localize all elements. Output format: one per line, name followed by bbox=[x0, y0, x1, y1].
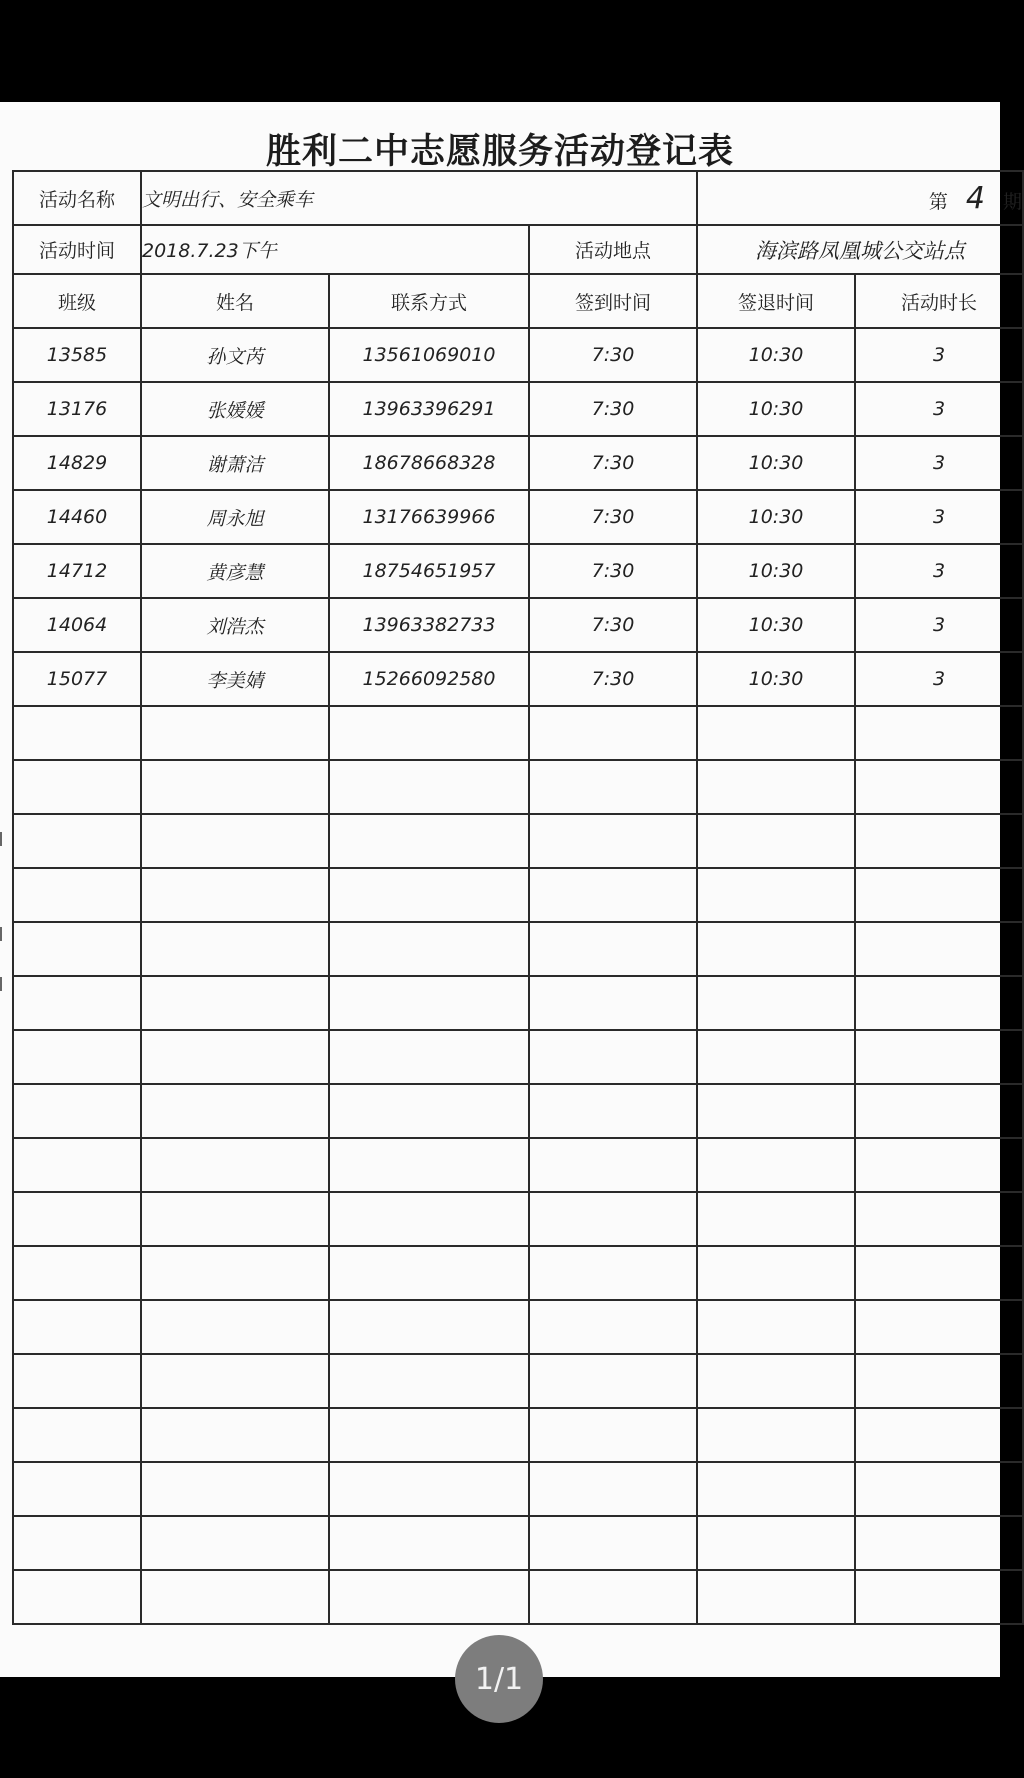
empty-cell bbox=[855, 1300, 1023, 1354]
activity-name-label: 活动名称 bbox=[13, 171, 141, 225]
empty-cell bbox=[855, 1246, 1023, 1300]
empty-cell bbox=[329, 760, 529, 814]
empty-row bbox=[13, 1246, 1023, 1300]
cell-sign-in: 7:30 bbox=[529, 382, 697, 436]
cell-sign-out: 10:30 bbox=[697, 598, 855, 652]
empty-cell bbox=[855, 1570, 1023, 1624]
empty-cell bbox=[13, 1030, 141, 1084]
empty-cell bbox=[329, 922, 529, 976]
cell-class: 14064 bbox=[13, 598, 141, 652]
activity-name-value: 文明出行、安全乘车 bbox=[141, 171, 697, 225]
empty-cell bbox=[13, 1138, 141, 1192]
empty-cell bbox=[697, 814, 855, 868]
cell-sign-out: 10:30 bbox=[697, 436, 855, 490]
empty-row bbox=[13, 1030, 1023, 1084]
viewer-top-bar bbox=[0, 0, 1000, 102]
empty-cell bbox=[697, 922, 855, 976]
cell-class: 13585 bbox=[13, 328, 141, 382]
empty-cell bbox=[329, 1084, 529, 1138]
table-row bbox=[13, 490, 1023, 544]
empty-cell bbox=[141, 1084, 329, 1138]
cell-phone: 13963382733 bbox=[329, 598, 529, 652]
empty-cell bbox=[529, 868, 697, 922]
activity-time-label: 活动时间 bbox=[13, 225, 141, 274]
empty-cell bbox=[529, 1138, 697, 1192]
registration-table bbox=[12, 170, 1024, 1625]
empty-cell bbox=[13, 868, 141, 922]
cell-sign-out: 10:30 bbox=[697, 328, 855, 382]
empty-cell bbox=[855, 706, 1023, 760]
empty-cell bbox=[141, 1462, 329, 1516]
issue-suffix: 期 bbox=[1002, 190, 1022, 213]
empty-cell bbox=[141, 868, 329, 922]
empty-row bbox=[13, 868, 1023, 922]
activity-time-value: 2018.7.23下午 bbox=[141, 225, 529, 274]
table-row bbox=[13, 652, 1023, 706]
empty-cell bbox=[13, 976, 141, 1030]
empty-cell bbox=[855, 1030, 1023, 1084]
cell-name: 李美婧 bbox=[141, 652, 329, 706]
empty-cell bbox=[13, 814, 141, 868]
empty-row bbox=[13, 1192, 1023, 1246]
cell-phone: 18754651957 bbox=[329, 544, 529, 598]
column-header: 签到时间 bbox=[529, 274, 697, 328]
empty-cell bbox=[697, 1408, 855, 1462]
empty-cell bbox=[855, 1138, 1023, 1192]
cell-class: 15077 bbox=[13, 652, 141, 706]
table-row bbox=[13, 328, 1023, 382]
empty-cell bbox=[329, 868, 529, 922]
cell-hours: 3 bbox=[855, 490, 1023, 544]
empty-cell bbox=[855, 1462, 1023, 1516]
empty-cell bbox=[329, 1138, 529, 1192]
cell-sign-in: 7:30 bbox=[529, 652, 697, 706]
cell-name: 谢萧洁 bbox=[141, 436, 329, 490]
empty-cell bbox=[141, 1192, 329, 1246]
empty-cell bbox=[329, 1462, 529, 1516]
activity-place-value: 海滨路凤凰城公交站点 bbox=[697, 225, 1023, 274]
cell-phone: 13176639966 bbox=[329, 490, 529, 544]
empty-cell bbox=[697, 1192, 855, 1246]
empty-cell bbox=[141, 1354, 329, 1408]
empty-cell bbox=[141, 760, 329, 814]
issue-number-value: 4 bbox=[965, 180, 985, 216]
empty-cell bbox=[855, 1516, 1023, 1570]
empty-cell bbox=[529, 706, 697, 760]
cell-sign-in: 7:30 bbox=[529, 544, 697, 598]
cell-sign-in: 7:30 bbox=[529, 436, 697, 490]
cell-name: 黄彦慧 bbox=[141, 544, 329, 598]
empty-cell bbox=[697, 1462, 855, 1516]
form-title: 胜利二中志愿服务活动登记表 bbox=[265, 131, 734, 172]
activity-place-label: 活动地点 bbox=[529, 225, 697, 274]
empty-row bbox=[13, 1408, 1023, 1462]
cell-sign-in: 7:30 bbox=[529, 490, 697, 544]
empty-cell bbox=[329, 1192, 529, 1246]
table-row bbox=[13, 598, 1023, 652]
column-header: 签退时间 bbox=[697, 274, 855, 328]
empty-row bbox=[13, 1354, 1023, 1408]
empty-cell bbox=[141, 1570, 329, 1624]
empty-cell bbox=[141, 922, 329, 976]
cell-class: 14460 bbox=[13, 490, 141, 544]
empty-cell bbox=[141, 1030, 329, 1084]
cell-sign-out: 10:30 bbox=[697, 490, 855, 544]
cell-phone: 18678668328 bbox=[329, 436, 529, 490]
table-row bbox=[13, 436, 1023, 490]
empty-cell bbox=[855, 760, 1023, 814]
empty-cell bbox=[141, 814, 329, 868]
empty-row bbox=[13, 1462, 1023, 1516]
column-header: 班级 bbox=[13, 274, 141, 328]
empty-cell bbox=[855, 1084, 1023, 1138]
table-row bbox=[13, 544, 1023, 598]
empty-cell bbox=[529, 1516, 697, 1570]
empty-row bbox=[13, 1084, 1023, 1138]
empty-row bbox=[13, 1300, 1023, 1354]
empty-cell bbox=[141, 1300, 329, 1354]
empty-row bbox=[13, 1570, 1023, 1624]
empty-cell bbox=[697, 760, 855, 814]
cell-sign-out: 10:30 bbox=[697, 382, 855, 436]
empty-cell bbox=[697, 976, 855, 1030]
cell-phone: 13561069010 bbox=[329, 328, 529, 382]
empty-cell bbox=[697, 1030, 855, 1084]
empty-cell bbox=[141, 1246, 329, 1300]
cell-hours: 3 bbox=[855, 436, 1023, 490]
empty-cell bbox=[697, 1516, 855, 1570]
empty-cell bbox=[529, 1462, 697, 1516]
empty-cell bbox=[529, 814, 697, 868]
empty-row bbox=[13, 1516, 1023, 1570]
empty-cell bbox=[13, 1192, 141, 1246]
edge-mark bbox=[0, 927, 6, 941]
cell-name: 孙文芮 bbox=[141, 328, 329, 382]
cell-name: 张媛媛 bbox=[141, 382, 329, 436]
empty-cell bbox=[529, 1570, 697, 1624]
empty-cell bbox=[13, 760, 141, 814]
empty-cell bbox=[329, 1570, 529, 1624]
empty-cell bbox=[13, 1300, 141, 1354]
cell-name: 周永旭 bbox=[141, 490, 329, 544]
empty-row bbox=[13, 760, 1023, 814]
empty-row bbox=[13, 976, 1023, 1030]
column-header: 联系方式 bbox=[329, 274, 529, 328]
empty-cell bbox=[329, 1516, 529, 1570]
empty-cell bbox=[529, 1030, 697, 1084]
column-header-row bbox=[13, 274, 1023, 328]
empty-cell bbox=[329, 1030, 529, 1084]
empty-cell bbox=[855, 1354, 1023, 1408]
empty-cell bbox=[13, 1084, 141, 1138]
empty-cell bbox=[697, 706, 855, 760]
cell-hours: 3 bbox=[855, 328, 1023, 382]
empty-cell bbox=[141, 1138, 329, 1192]
cell-sign-out: 10:30 bbox=[697, 652, 855, 706]
cell-hours: 3 bbox=[855, 544, 1023, 598]
empty-cell bbox=[329, 814, 529, 868]
empty-cell bbox=[13, 706, 141, 760]
empty-cell bbox=[13, 1516, 141, 1570]
empty-cell bbox=[529, 922, 697, 976]
empty-cell bbox=[13, 1570, 141, 1624]
cell-sign-in: 7:30 bbox=[529, 598, 697, 652]
table-row bbox=[13, 382, 1023, 436]
empty-cell bbox=[697, 1246, 855, 1300]
activity-time-row bbox=[13, 225, 1023, 274]
empty-cell bbox=[529, 976, 697, 1030]
cell-hours: 3 bbox=[855, 598, 1023, 652]
empty-cell bbox=[855, 922, 1023, 976]
column-header: 活动时长 bbox=[855, 274, 1023, 328]
page-indicator[interactable]: 1/1 bbox=[455, 1635, 543, 1723]
empty-row bbox=[13, 706, 1023, 760]
cell-sign-in: 7:30 bbox=[529, 328, 697, 382]
issue-prefix: 第 bbox=[928, 190, 948, 213]
empty-cell bbox=[697, 1138, 855, 1192]
empty-cell bbox=[855, 1192, 1023, 1246]
empty-cell bbox=[13, 1462, 141, 1516]
empty-cell bbox=[329, 976, 529, 1030]
empty-cell bbox=[529, 1300, 697, 1354]
empty-cell bbox=[141, 1516, 329, 1570]
cell-phone: 13963396291 bbox=[329, 382, 529, 436]
cell-hours: 3 bbox=[855, 382, 1023, 436]
empty-cell bbox=[697, 868, 855, 922]
empty-cell bbox=[13, 1408, 141, 1462]
empty-cell bbox=[697, 1570, 855, 1624]
cell-class: 14829 bbox=[13, 436, 141, 490]
empty-cell bbox=[329, 1408, 529, 1462]
empty-cell bbox=[141, 1408, 329, 1462]
empty-cell bbox=[329, 1300, 529, 1354]
cell-name: 刘浩杰 bbox=[141, 598, 329, 652]
empty-cell bbox=[855, 868, 1023, 922]
empty-cell bbox=[529, 1354, 697, 1408]
empty-row bbox=[13, 1138, 1023, 1192]
empty-cell bbox=[697, 1300, 855, 1354]
empty-cell bbox=[329, 1246, 529, 1300]
empty-cell bbox=[141, 706, 329, 760]
empty-cell bbox=[855, 1408, 1023, 1462]
empty-cell bbox=[329, 706, 529, 760]
edge-mark bbox=[0, 977, 6, 991]
edge-mark bbox=[0, 832, 6, 846]
empty-cell bbox=[529, 1246, 697, 1300]
empty-cell bbox=[529, 1192, 697, 1246]
empty-cell bbox=[529, 1084, 697, 1138]
activity-name-row bbox=[13, 171, 1023, 225]
empty-cell bbox=[855, 814, 1023, 868]
empty-cell bbox=[329, 1354, 529, 1408]
empty-cell bbox=[529, 760, 697, 814]
cell-class: 14712 bbox=[13, 544, 141, 598]
empty-cell bbox=[855, 976, 1023, 1030]
cell-phone: 15266092580 bbox=[329, 652, 529, 706]
empty-cell bbox=[697, 1084, 855, 1138]
empty-cell bbox=[529, 1408, 697, 1462]
empty-row bbox=[13, 814, 1023, 868]
empty-cell bbox=[13, 1246, 141, 1300]
empty-cell bbox=[13, 1354, 141, 1408]
document-page bbox=[0, 102, 1022, 1677]
column-header: 姓名 bbox=[141, 274, 329, 328]
empty-cell bbox=[697, 1354, 855, 1408]
empty-cell bbox=[13, 922, 141, 976]
empty-cell bbox=[141, 976, 329, 1030]
cell-hours: 3 bbox=[855, 652, 1023, 706]
cell-class: 13176 bbox=[13, 382, 141, 436]
empty-row bbox=[13, 922, 1023, 976]
cell-sign-out: 10:30 bbox=[697, 544, 855, 598]
issue-number bbox=[697, 171, 1023, 225]
